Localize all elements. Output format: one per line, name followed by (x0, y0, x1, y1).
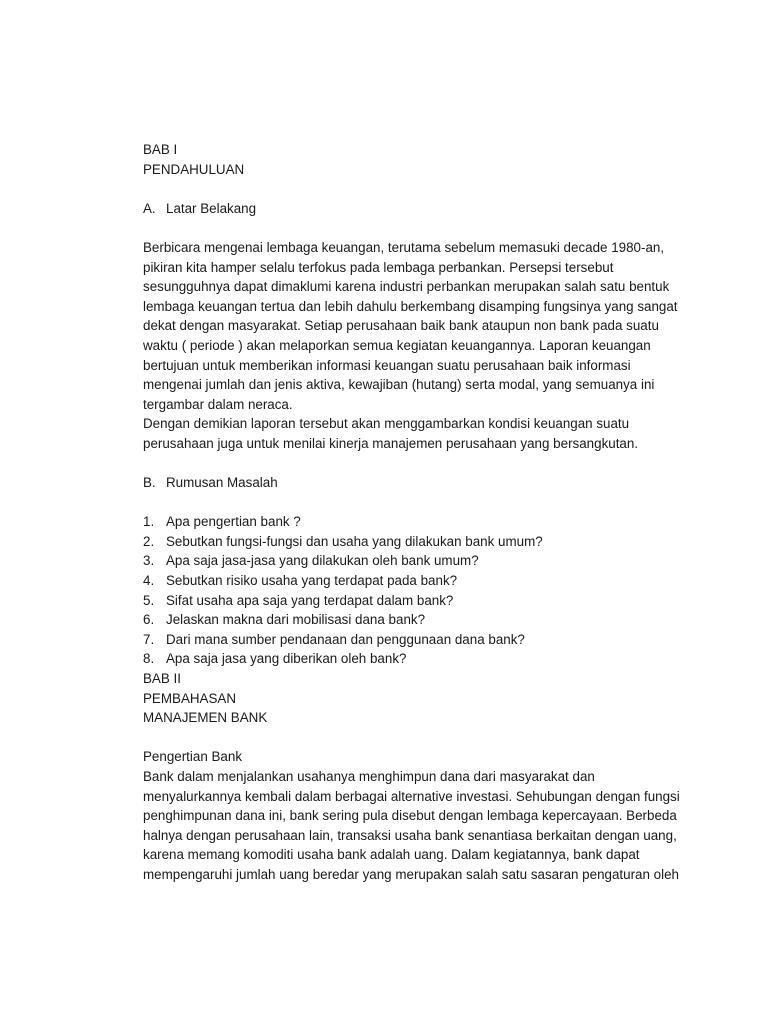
paragraph-line: sesungguhnya dapat dimaklumi karena industri perbankan merupakan salah satu bentuk (143, 279, 670, 295)
paragraph-line: mempengaruhi jumlah uang beredar yang merupakan salah satu sasaran pengaturan oleh (143, 866, 679, 882)
list-item-number: 1. (143, 514, 155, 530)
paragraph-line: pikiran kita hamper selalu terfokus pada lembaga perbankan. Persepsi tersebut (143, 259, 614, 275)
list-item-text: Jelaskan makna dari mobilisasi dana bank? (166, 612, 426, 628)
list-item-text: Dari mana sumber pendanaan dan penggunaan dana bank? (166, 631, 525, 647)
section-marker: B. (143, 475, 156, 491)
paragraph-latar-belakang (143, 238, 683, 454)
list-item (143, 610, 683, 630)
chapter-subtitle: PENDAHULUAN (143, 161, 245, 177)
list-item-number: 4. (143, 573, 155, 589)
paragraph-line: bertujuan untuk memberikan informasi keuangan suatu perusahaan baik informasi (143, 357, 631, 373)
list-item-text: Apa saja jasa yang diberikan oleh bank? (166, 651, 407, 667)
paragraph-line: Berbicara mengenai lembaga keuangan, terutama sebelum memasuki decade 1980-an, (143, 239, 665, 255)
list-item-number: 7. (143, 631, 155, 647)
paragraph-line: waktu ( periode ) akan melaporkan semua kegiatan keuangannya. Laporan keuangan (143, 337, 651, 353)
question-list (143, 512, 683, 669)
section-title: Latar Belakang (166, 200, 257, 216)
chapter-title: BAB I (143, 142, 178, 157)
paragraph-line: Dengan demikian laporan tersebut akan menggambarkan kondisi keuangan suatu (143, 416, 630, 432)
section-marker: A. (143, 200, 156, 216)
list-item-text: Sebutkan risiko usaha yang terdapat pada bank? (166, 573, 458, 589)
list-item-number: 2. (143, 533, 155, 549)
paragraph-line: perusahaan juga untuk menilai kinerja manajemen perusahaan yang bersangkutan. (143, 435, 639, 451)
list-item-text: Sebutkan fungsi-fungsi dan usaha yang dilakukan bank umum? (166, 533, 543, 549)
paragraph-line: menyalurkannya kembali dalam berbagai alternative investasi. Sehubungan dengan fungsi (143, 788, 680, 804)
list-item (143, 571, 683, 591)
list-item (143, 591, 683, 611)
list-item-number: 5. (143, 592, 155, 608)
paragraph-line: halnya dengan perusahaan lain, transaksi usaha bank senantiasa berkaitan dengan uang, (143, 827, 677, 843)
document-body (143, 140, 683, 885)
list-item (143, 532, 683, 552)
list-item-number: 3. (143, 553, 155, 569)
paragraph-line: dekat dengan masyarakat. Setiap perusahaan baik bank ataupun non bank pada suatu (143, 318, 659, 334)
chapter-title: BAB II (143, 671, 181, 687)
chapter-subtitle: PEMBAHASAN (143, 690, 237, 706)
list-item (143, 512, 683, 532)
subsection-heading-pengertian-bank: Pengertian Bank (143, 749, 243, 765)
list-item-number: 6. (143, 612, 155, 628)
paragraph-line: Bank dalam menjalankan usahanya menghimpun dana dari masyarakat dan (143, 769, 595, 784)
chapter-topic: MANAJEMEN BANK (143, 710, 268, 726)
section-title: Rumusan Masalah (166, 475, 278, 491)
paragraph-pengertian-bank (143, 767, 683, 885)
list-item (143, 551, 683, 571)
list-item-text: Sifat usaha apa saja yang terdapat dalam bank? (166, 592, 454, 608)
list-item (143, 649, 683, 669)
list-item-text: Apa pengertian bank ? (166, 514, 301, 530)
paragraph-line: mengenai jumlah dan jenis aktiva, kewajiban (hutang) serta modal, yang semuanya ini (143, 377, 655, 393)
list-item-text: Apa saja jasa-jasa yang dilakukan oleh bank umum? (166, 553, 479, 569)
list-item-number: 8. (143, 651, 155, 667)
paragraph-line: tergambar dalam neraca. (143, 396, 293, 412)
paragraph-line: penghimpunan dana ini, bank sering pula disebut dengan lembaga kepercayaan. Berbeda (143, 808, 677, 824)
list-item (143, 630, 683, 650)
paragraph-line: lembaga keuangan tertua dan lebih dahulu berkembang disamping fungsinya yang sangat (143, 298, 678, 314)
section-heading-rumusan-masalah (143, 473, 683, 493)
section-heading-latar-belakang (143, 199, 683, 219)
paragraph-line: karena memang komoditi usaha bank adalah uang. Dalam kegiatannya, bank dapat (143, 847, 640, 863)
